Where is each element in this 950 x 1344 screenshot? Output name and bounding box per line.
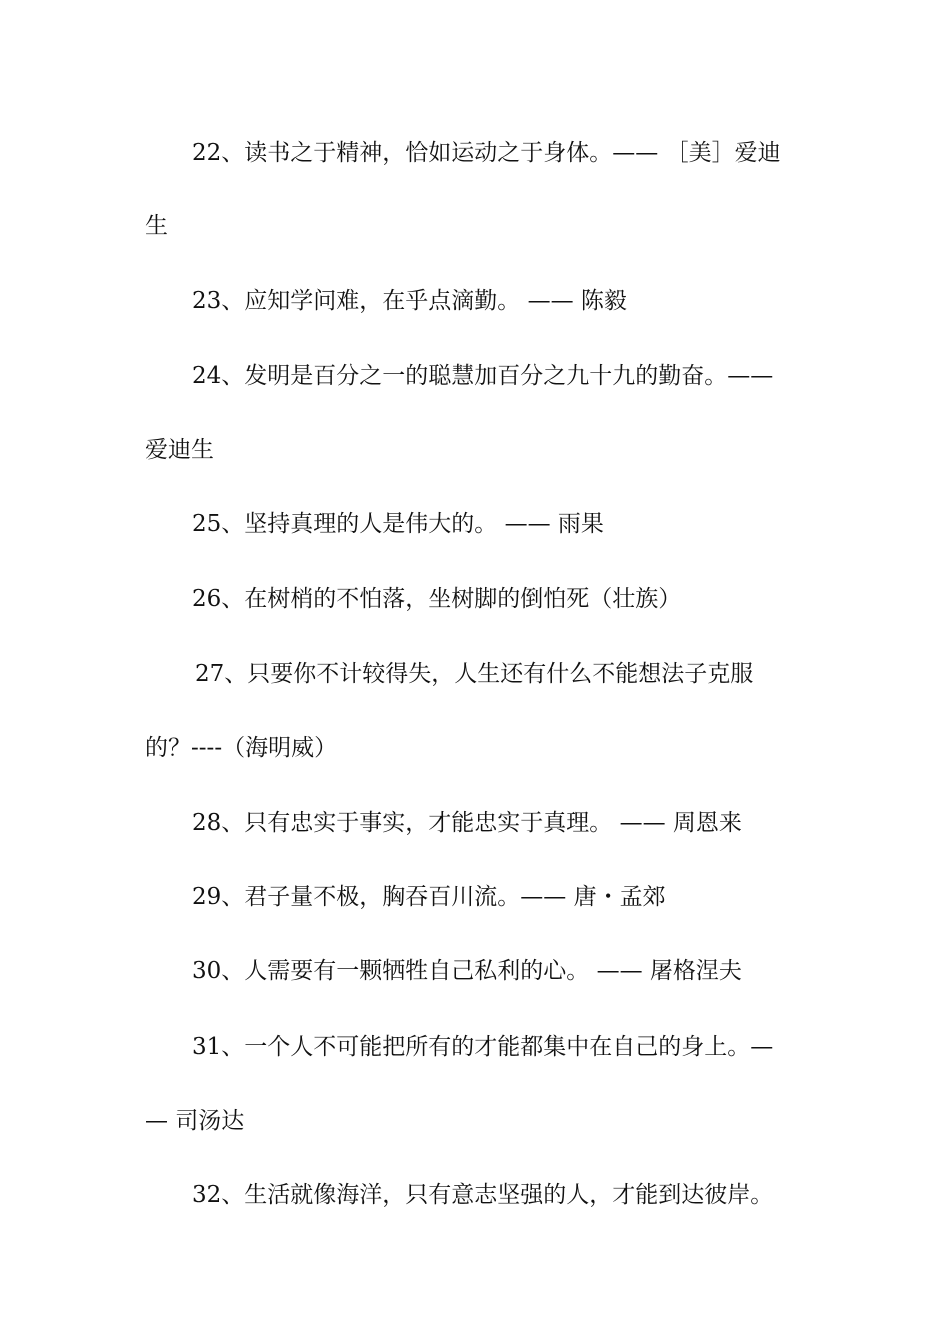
- quote-23: 23、应知学问难，在乎点滴勤。 —— 陈毅: [192, 288, 627, 314]
- quote-24-line-2: 爱迪生: [145, 437, 214, 463]
- quote-26: 26、在树梢的不怕落，坐树脚的倒怕死（壮族）: [192, 586, 682, 612]
- quote-30: 30、人需要有一颗牺牲自己私利的心。 —— 屠格涅夫: [192, 958, 742, 984]
- quote-22-line-1: 22、读书之于精神，恰如运动之于身体。—— ［美］爱迪: [192, 140, 781, 166]
- quote-29: 29、君子量不极，胸吞百川流。—— 唐・孟郊: [192, 884, 666, 910]
- quote-25: 25、坚持真理的人是伟大的。 —— 雨果: [192, 511, 604, 537]
- quote-28: 28、只有忠实于事实，才能忠实于真理。 —— 周恩来: [192, 810, 742, 836]
- quote-27-line-1: 27、只要你不计较得失，人生还有什么不能想法子克服: [195, 661, 754, 687]
- quote-31-line-1: 31、一个人不可能把所有的才能都集中在自己的身上。—: [192, 1034, 774, 1060]
- quote-24-line-1: 24、发明是百分之一的聪慧加百分之九十九的勤奋。——: [192, 363, 774, 389]
- quote-22-line-2: 生: [145, 213, 168, 239]
- quote-31-line-2: — 司汤达: [145, 1108, 245, 1134]
- quote-27-line-2: 的？----（海明威）: [145, 735, 338, 761]
- quote-32: 32、生活就像海洋，只有意志坚强的人，才能到达彼岸。: [192, 1182, 774, 1208]
